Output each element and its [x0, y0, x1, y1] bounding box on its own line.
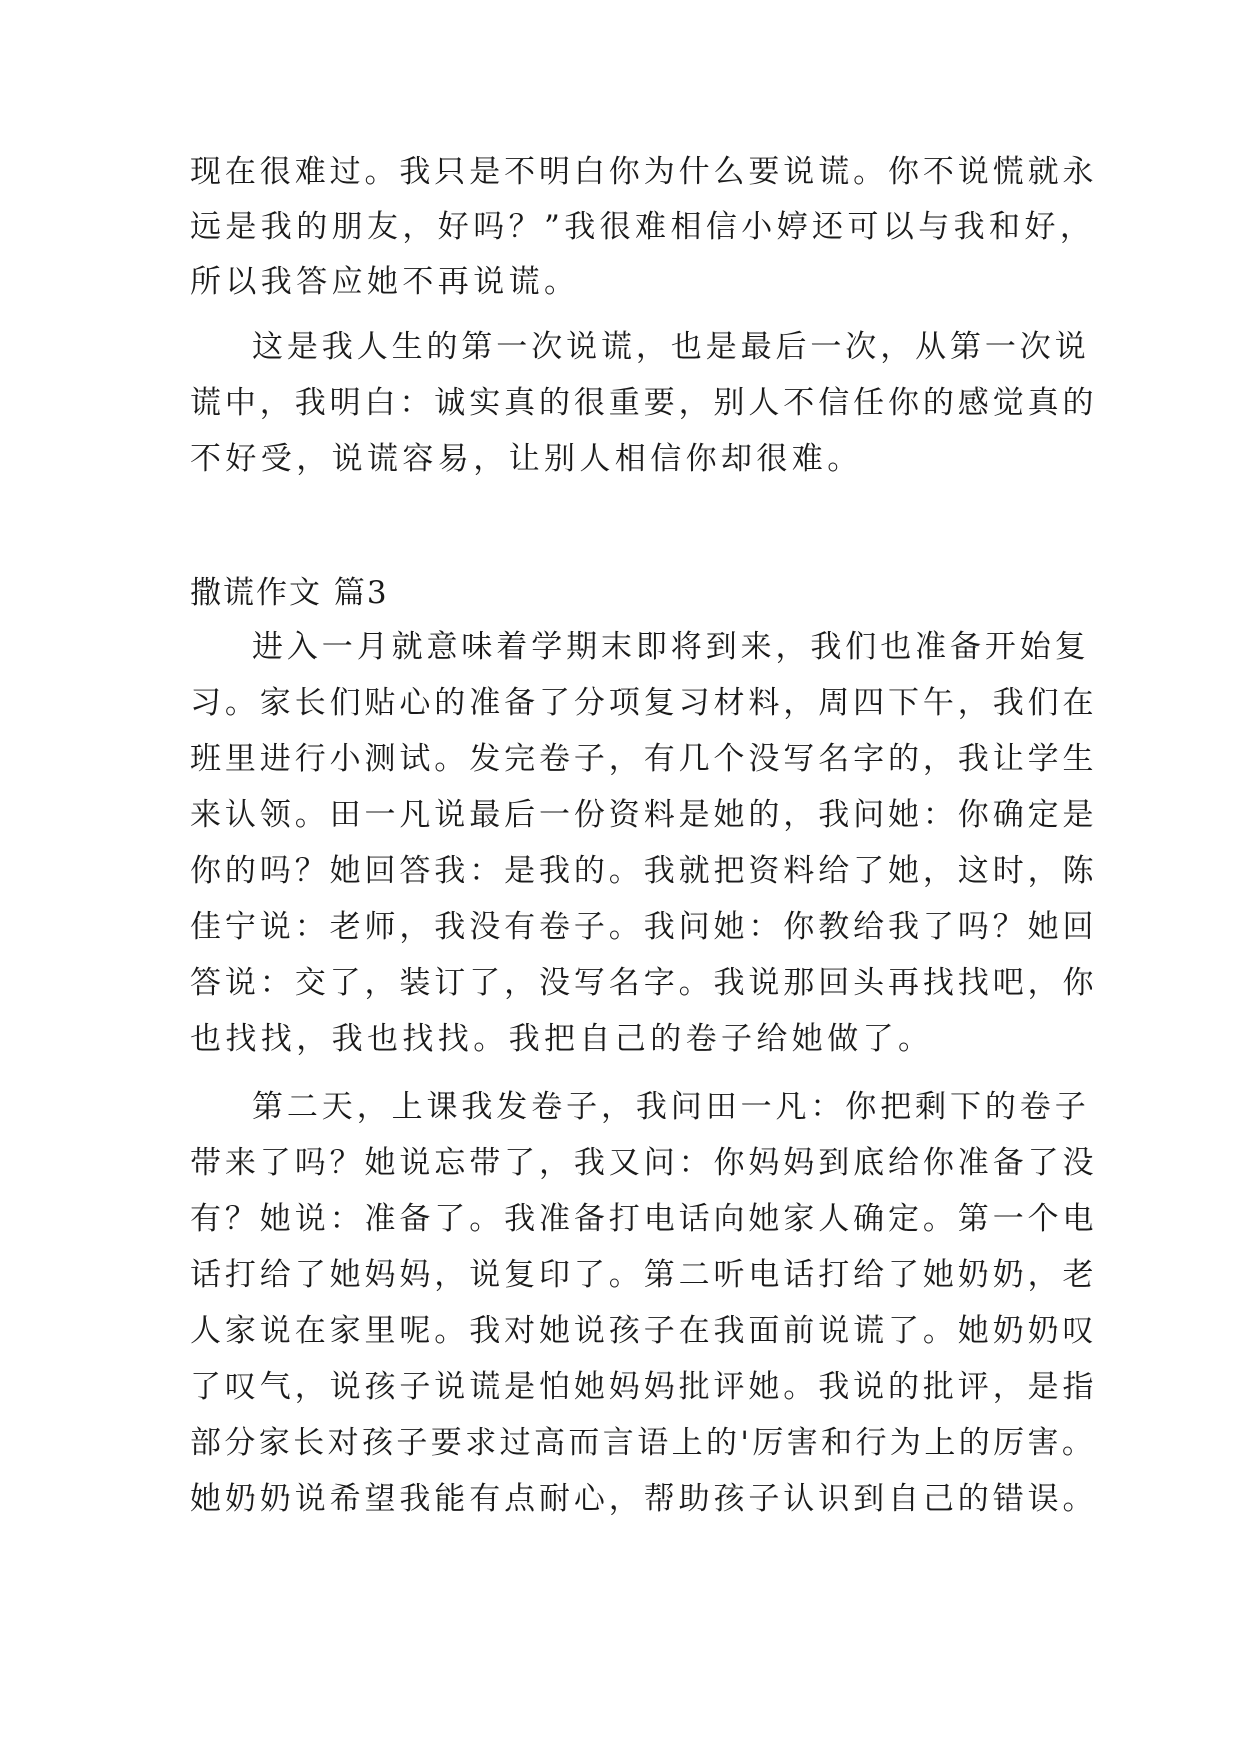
text-line: 也找找，我也找找。我把自己的卷子给她做了。 [190, 1021, 934, 1057]
text-line: 部分家长对孩子要求过高而言语上的'厉害和行为上的厉害。 [190, 1425, 1097, 1461]
text-line: 答说：交了，装订了，没写名字。我说那回头再找找吧，你 [190, 965, 1098, 1001]
paragraph-first-line: 这是我人生的第一次说谎，也是最后一次，从第一次说 [252, 329, 1090, 365]
text-line: 了叹气，说孩子说谎是怕她妈妈批评她。我说的批评，是指 [190, 1369, 1098, 1405]
text-line: 人家说在家里呢。我对她说孩子在我面前说谎了。她奶奶叹 [190, 1313, 1098, 1349]
text-line: 话打给了她妈妈，说复印了。第二听电话打给了她奶奶，老 [190, 1257, 1098, 1293]
text-line: 不好受，说谎容易，让别人相信你却很难。 [190, 441, 863, 477]
text-line: 你的吗？她回答我：是我的。我就把资料给了她，这时，陈 [190, 853, 1098, 889]
text-line: 佳宁说：老师，我没有卷子。我问她：你教给我了吗？她回 [190, 909, 1098, 945]
text-line: 来认领。田一凡说最后一份资料是她的，我问她：你确定是 [190, 797, 1098, 833]
text-line: 谎中，我明白：诚实真的很重要，别人不信任你的感觉真的 [190, 385, 1098, 421]
text-line: 她奶奶说希望我能有点耐心，帮助孩子认识到自己的错误。 [190, 1481, 1098, 1517]
paragraph-first-line: 进入一月就意味着学期末即将到来，我们也准备开始复 [252, 629, 1090, 665]
text-line: 班里进行小测试。发完卷子，有几个没写名字的，我让学生 [190, 741, 1098, 777]
text-line: 习。家长们贴心的准备了分项复习材料，周四下午，我们在 [190, 685, 1098, 721]
text-line: 所以我答应她不再说谎。 [190, 264, 580, 300]
text-line: 远是我的朋友，好吗？”我很难相信小婷还可以与我和好， [190, 209, 1096, 245]
text-line: 带来了吗？她说忘带了，我又问：你妈妈到底给你准备了没 [190, 1145, 1098, 1181]
paragraph-first-line: 第二天，上课我发卷子，我问田一凡：你把剩下的卷子 [252, 1089, 1090, 1125]
text-line: 有？她说：准备了。我准备打电话向她家人确定。第一个电 [190, 1201, 1098, 1237]
text-line: 现在很难过。我只是不明白你为什么要说谎。你不说慌就永 [190, 154, 1098, 190]
section-heading: 撒谎作文 篇3 [190, 575, 389, 611]
